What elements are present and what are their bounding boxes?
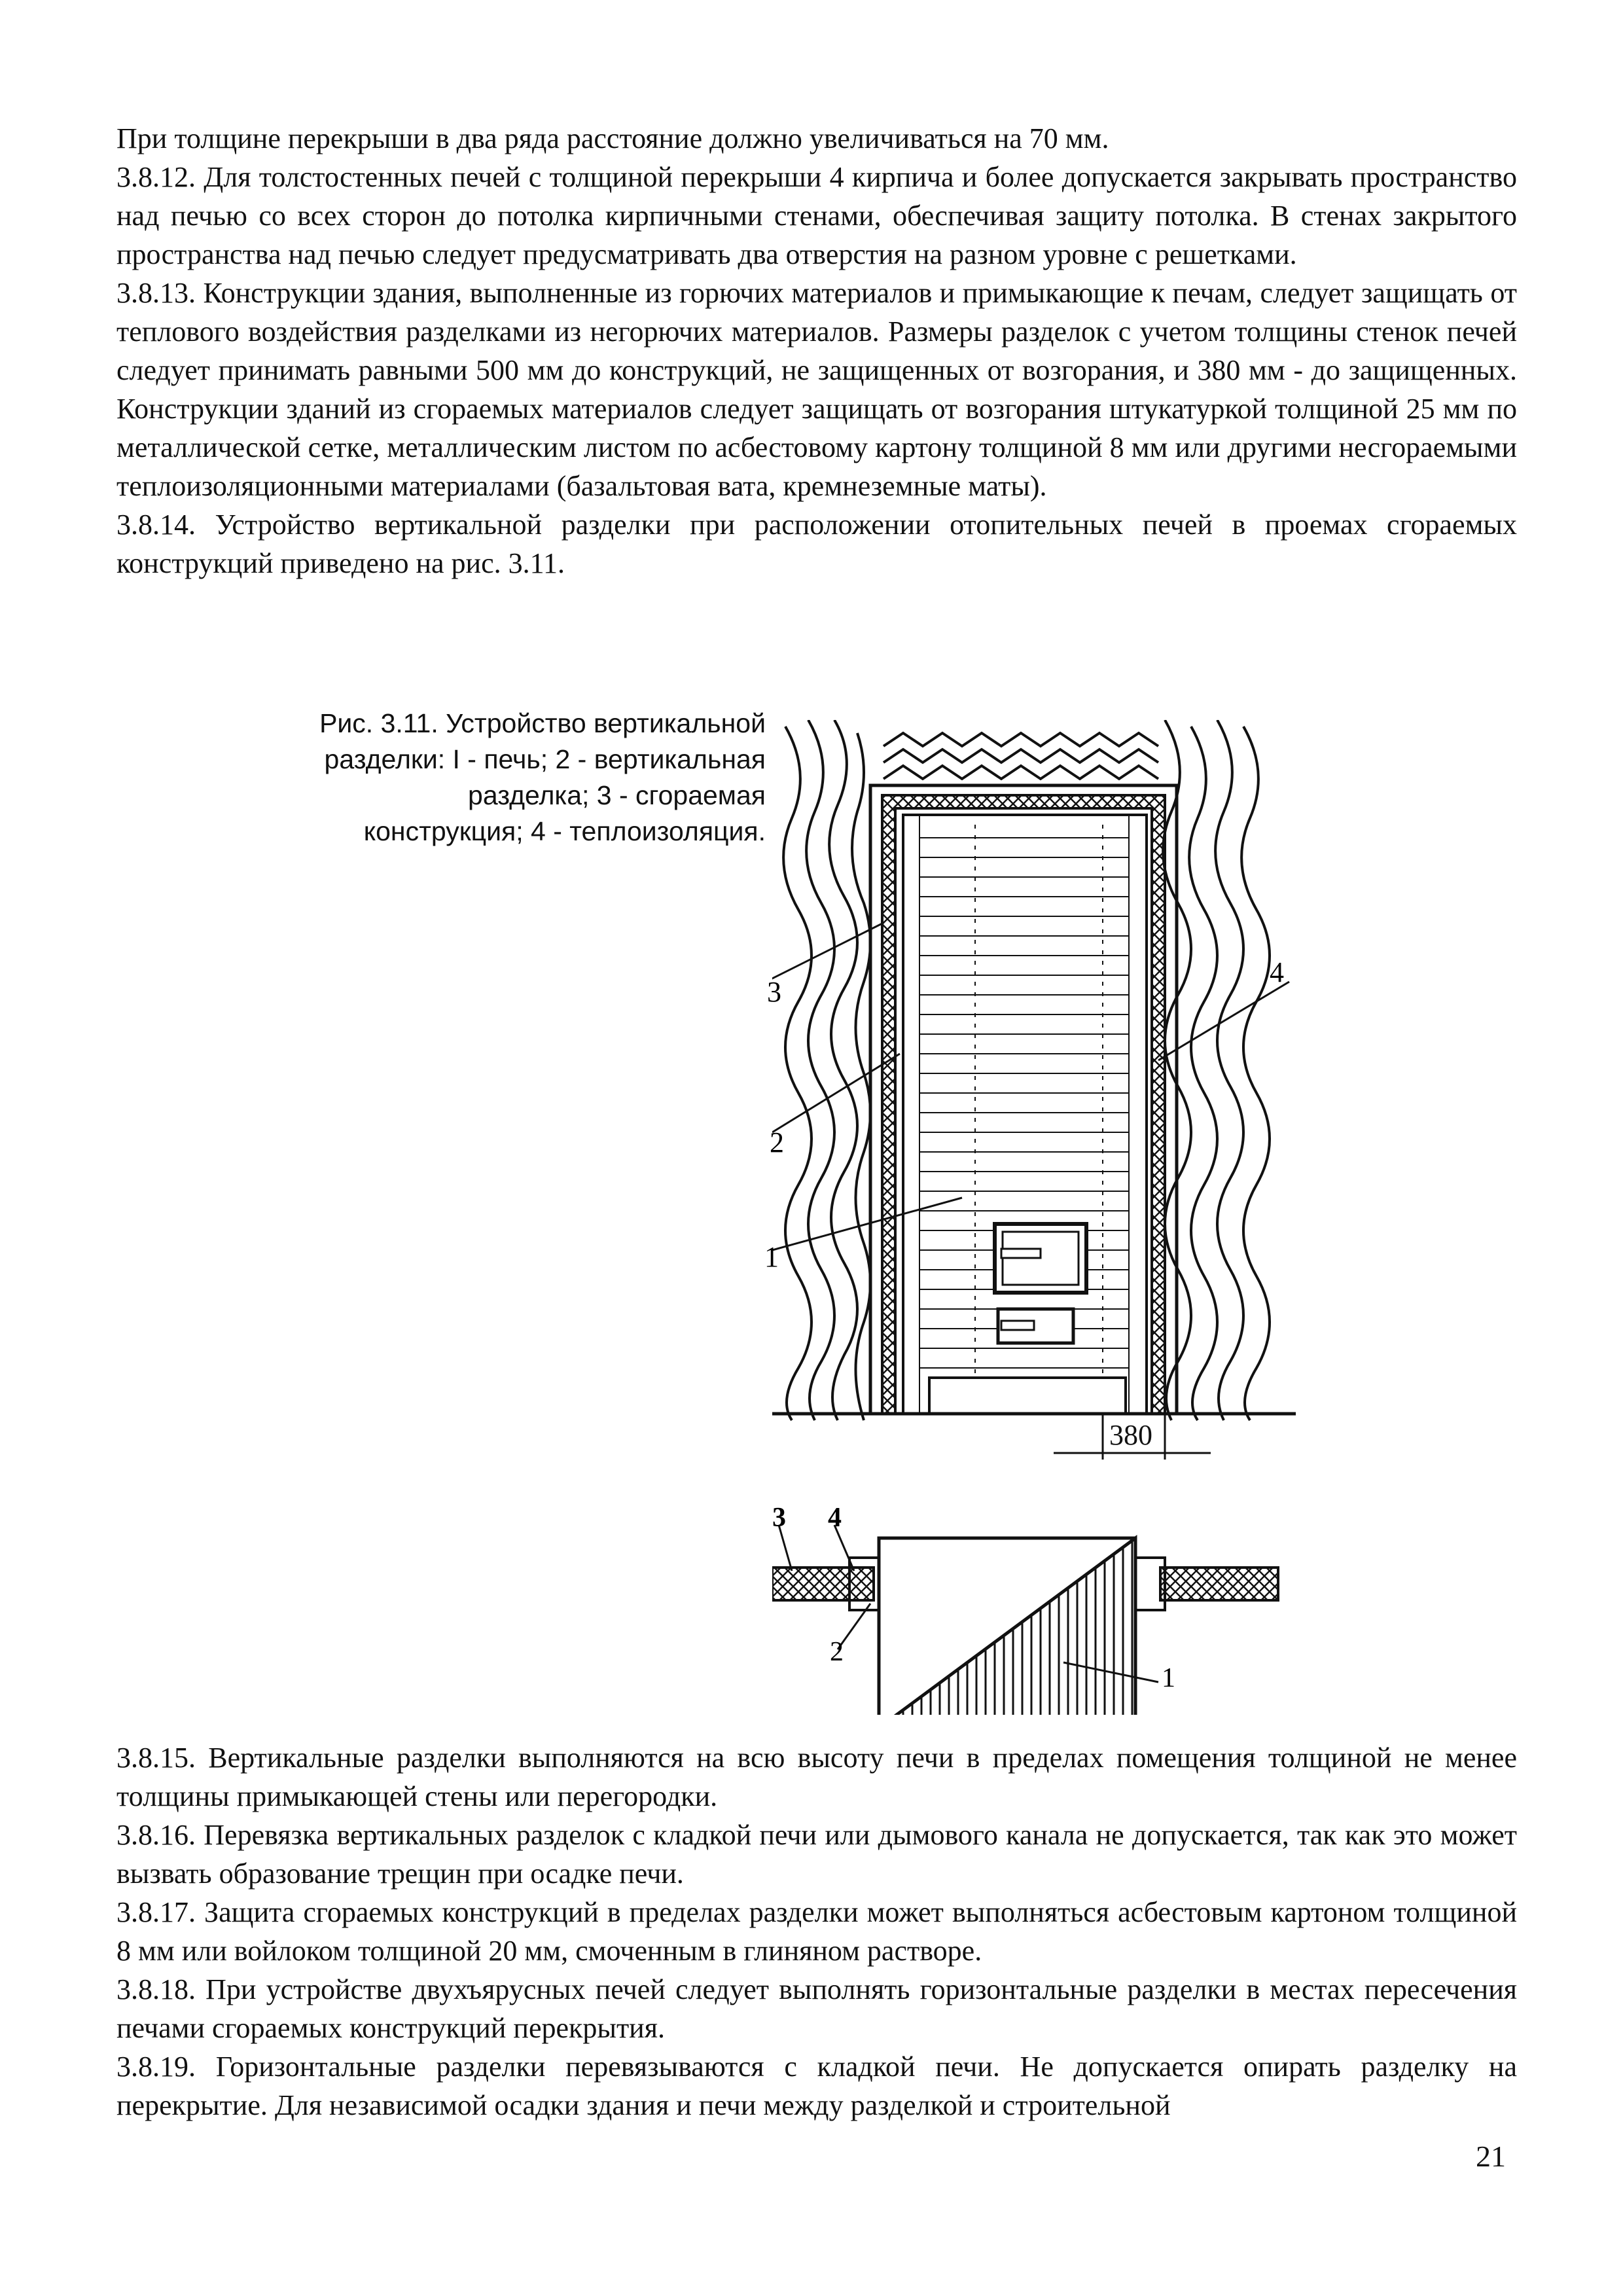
figure-drawing bbox=[772, 720, 1296, 1715]
plan-wall-right bbox=[1160, 1568, 1278, 1600]
figure-caption bbox=[308, 706, 766, 850]
wood-lintel bbox=[883, 733, 1158, 779]
page-number: 21 bbox=[1476, 2140, 1506, 2173]
paragraph-3-8-14: 3.8.14. Устройство вертикальной разделки при расположении отопительных печей в проемах сгораемых конструкций приведено на рис. 3.11. bbox=[116, 509, 1517, 579]
paragraph-3-8-15: 3.8.15. Вертикальные разделки выполняются на всю высоту печи в пределах помещения толщиной не менее толщины примыкающей стены или перегородки. bbox=[116, 1742, 1517, 1812]
paragraph-3-8-13: 3.8.13. Конструкции здания, выполненные из горючих материалов и примыкающие к печам, следует защищать от теплового воздействия разделками из негорючих материалов. Размеры разделок с учетом толщины стенок печей следует принимать равными 500 мм до конструкций, не защищенных от возгорания, и 380 мм - до защищенных. Конструкции зданий из сгораемых материалов следует защищать от возгорания штукатуркой толщиной 25 мм по металлической сетке, металлическим листом по асбестовому картону толщиной 8 мм или другими несгораемыми теплоизоляционными материалами (базальтовая вата, кремнеземные маты). bbox=[116, 277, 1517, 502]
dimension-label: 380 bbox=[1109, 1419, 1152, 1451]
plan-label-1: 1 bbox=[1162, 1663, 1175, 1693]
elevation-label-2: 2 bbox=[770, 1126, 784, 1158]
paragraph-continuation: При толщине перекрыши в два ряда расстояние должно увеличиваться на 70 мм. bbox=[116, 122, 1109, 154]
bottom-text-block bbox=[116, 1738, 1517, 2125]
elevation-label-4: 4 bbox=[1270, 956, 1284, 988]
figure-caption-text: Рис. 3.11. Устройство вертикальной разделки: I - печь; 2 - вертикальная разделка; 3 - сгораемая конструкция; 4 - теплоизоляция. bbox=[319, 708, 766, 846]
elevation-label-1: 1 bbox=[764, 1241, 779, 1273]
paragraph-3-8-12: 3.8.12. Для толстостенных печей с толщиной перекрыши 4 кирпича и более допускается закрывать пространство над печью со всех сторон до потолка кирпичными стенами, обеспечивая защиту потолка. В стенах закрытого пространства над печью следует предусматривать два отверстия на разном уровне с решетками. bbox=[116, 161, 1517, 270]
leader-lines bbox=[772, 923, 1289, 1250]
plan-section-hatch bbox=[879, 1538, 1135, 1715]
paragraph-3-8-19: 3.8.19. Горизонтальные разделки перевязываются с кладкой печи. Не допускается опирать разделку на перекрытие. Для независимой осадки здания и печи между разделкой и строительной bbox=[116, 2051, 1517, 2121]
top-text-block bbox=[116, 119, 1517, 583]
wood-wall-right bbox=[1163, 720, 1270, 1420]
stove-base bbox=[929, 1378, 1126, 1414]
wood-wall-left bbox=[783, 720, 870, 1420]
plan-wall-left bbox=[772, 1568, 874, 1600]
figure-3-11 bbox=[764, 720, 1296, 1715]
elevation-label-3: 3 bbox=[767, 976, 781, 1008]
elevation-view bbox=[772, 720, 1296, 1460]
plan-view bbox=[772, 1525, 1278, 1715]
plan-label-3: 3 bbox=[772, 1503, 786, 1533]
plan-label-2: 2 bbox=[830, 1637, 844, 1667]
paragraph-3-8-16: 3.8.16. Перевязка вертикальных разделок с кладкой печи или дымового канала не допускается, так как это может вызвать образование трещин при осадке печи. bbox=[116, 1819, 1517, 1890]
paragraph-3-8-17: 3.8.17. Защита сгораемых конструкций в пределах разделки может выполняться асбестовым картоном толщиной 8 мм или войлоком толщиной 20 мм, смоченным в глиняном растворе. bbox=[116, 1896, 1517, 1967]
paragraph-3-8-18: 3.8.18. При устройстве двухъярусных печей следует выполнять горизонтальные разделки в местах пересечения печами сгораемых конструкций перекрытия. bbox=[116, 1973, 1517, 2044]
plan-label-4: 4 bbox=[828, 1503, 842, 1533]
